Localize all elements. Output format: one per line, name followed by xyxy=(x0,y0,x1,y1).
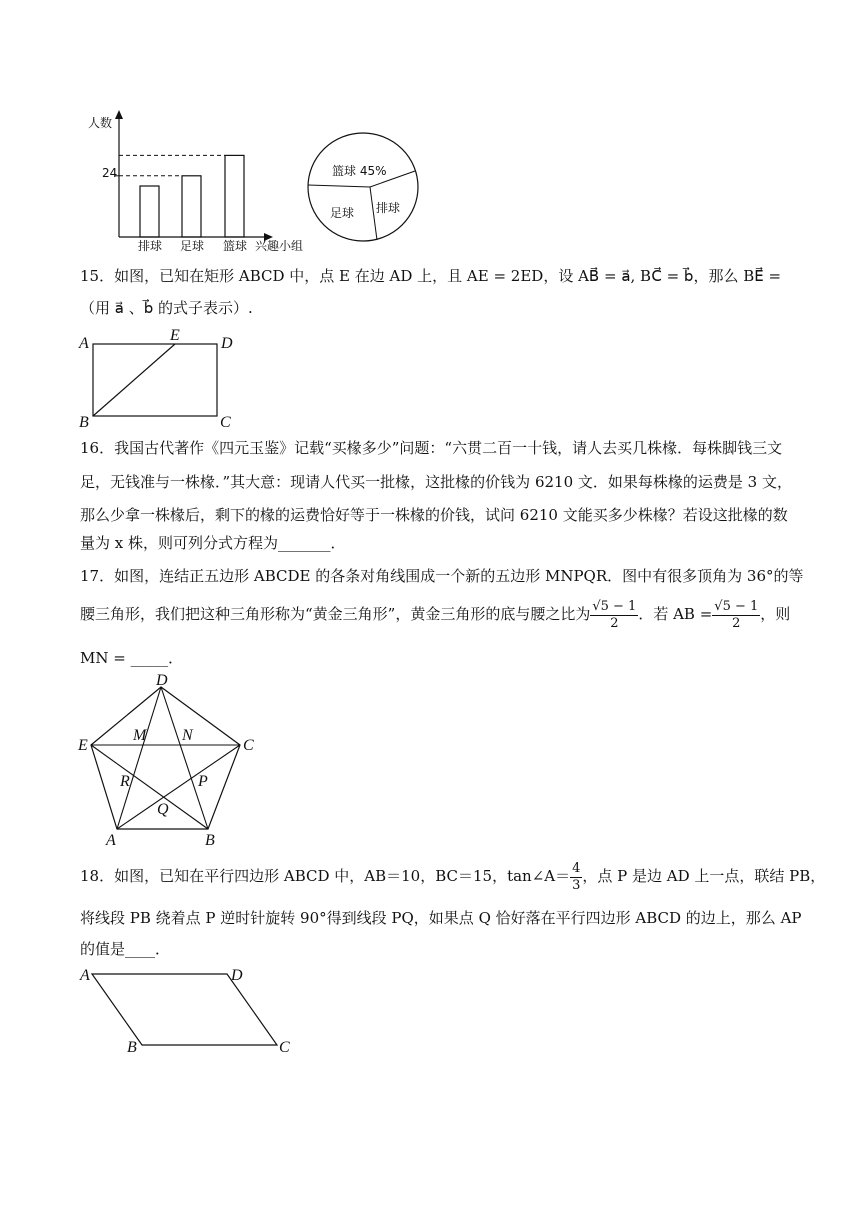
rectangle-figure xyxy=(76,327,256,431)
pent-label-B: B xyxy=(205,832,215,849)
rect-label-E: E xyxy=(170,327,180,344)
golden-ratio-fraction xyxy=(590,599,638,632)
y-tick-label: 24 xyxy=(102,166,118,180)
pent-label-N: N xyxy=(182,727,193,744)
parallelogram-figure xyxy=(76,962,306,1057)
pent-label-A: A xyxy=(106,832,116,849)
q17-line2 xyxy=(80,596,790,632)
fraction-denominator: 2 xyxy=(610,615,619,631)
pent-label-R: R xyxy=(120,773,130,790)
q16-line4: 量为 x 株，则可列分式方程为_______． xyxy=(80,534,346,552)
bar-0 xyxy=(140,186,159,237)
q16-line1: 16．我国古代著作《四元玉鉴》记载“买椽多少”问题：“六贯二百一十钱，请人去买几株椽．每株脚钱三文 xyxy=(80,439,783,457)
x-tick-label-2: 篮球 xyxy=(223,239,248,253)
rect-label-D: D xyxy=(221,335,233,352)
q17-text-b: ．若 AB = xyxy=(638,605,713,623)
q17-line3: MN = _____． xyxy=(80,649,184,667)
pent-label-Q: Q xyxy=(157,801,169,818)
pent-label-M: M xyxy=(133,727,147,744)
q16-line2: 足，无钱准与一株椽．”其大意：现请人代买一批椽，这批椽的价钱为 6210 文．如果每株椽的运费是 3 文， xyxy=(80,473,792,491)
para-label-A: A xyxy=(80,967,90,984)
pent-label-P: P xyxy=(198,773,208,790)
fraction-numerator: √5 − 1 xyxy=(714,598,759,614)
pentagon-figure xyxy=(76,673,276,848)
para-label-B: B xyxy=(127,1039,137,1056)
y-axis-label: 人数 xyxy=(88,116,113,130)
q18-line1 xyxy=(80,858,825,894)
q17-text-c: ，则 xyxy=(760,605,791,623)
q18-text-b: ，点 P 是边 AD 上一点，联结 PB， xyxy=(582,867,826,885)
pie-divider xyxy=(308,185,370,187)
q17-line1: 17．如图，连结正五边形 ABCDE 的各条对角线围成一个新的五边形 MNPQR．图中有很多顶角为 36°的等 xyxy=(80,567,804,585)
pie-chart xyxy=(305,133,425,253)
q15-line2: （用 a⃗ 、b⃗ 的式子表示）. xyxy=(80,299,253,317)
bar-2 xyxy=(225,155,244,237)
q18-text-a: 18．如图，已知在平行四边形 ABCD 中，AB＝10，BC＝15，tan∠A＝ xyxy=(80,867,571,885)
rect-label-C: C xyxy=(220,414,231,431)
pent-label-E: E xyxy=(78,737,88,754)
bar-chart xyxy=(80,105,320,255)
tan-fraction xyxy=(570,861,582,894)
x-tick-label-0: 排球 xyxy=(138,239,163,253)
q18-line2: 将线段 PB 绕着点 P 逆时针旋转 90°得到线段 PQ，如果点 Q 恰好落在平行四边形 ABCD 的边上，那么 AP xyxy=(80,909,802,927)
fraction-numerator: √5 − 1 xyxy=(592,598,637,614)
y-axis-arrow xyxy=(115,110,123,119)
pie-label-basketball: 篮球 45% xyxy=(332,164,387,178)
pent-label-D: D xyxy=(156,672,168,689)
q15-line1: 15．如图，已知在矩形 ABCD 中，点 E 在边 AD 上，且 AE = 2ED，设 AB⃗ = a⃗, BC⃗ = b⃗，那么 BE⃗ = xyxy=(80,267,782,285)
ab-fraction xyxy=(712,599,760,632)
x-tick-label-1: 足球 xyxy=(180,239,205,253)
pie-label-volleyball: 排球 xyxy=(376,201,401,215)
bar-1 xyxy=(182,176,201,237)
para-label-C: C xyxy=(279,1039,290,1056)
fraction-denominator: 3 xyxy=(572,877,581,893)
pie-label-football: 足球 xyxy=(330,206,355,220)
fraction-numerator: 4 xyxy=(572,860,581,876)
q18-line3: 的值是____． xyxy=(80,940,171,958)
pent-label-C: C xyxy=(243,737,254,754)
q16-line3: 那么少拿一株椽后，剩下的椽的运费恰好等于一株椽的价钱，试问 6210 文能买多少株椽？若设这批椽的数 xyxy=(80,506,788,524)
rect-label-A: A xyxy=(79,335,89,352)
x-axis-label: 兴趣小组 xyxy=(255,239,304,253)
fraction-denominator: 2 xyxy=(732,615,741,631)
para-label-D: D xyxy=(231,967,243,984)
q17-text-a: 腰三角形，我们把这种三角形称为“黄金三角形”，黄金三角形的底与腰之比为 xyxy=(80,605,591,623)
rect-label-B: B xyxy=(79,414,89,431)
